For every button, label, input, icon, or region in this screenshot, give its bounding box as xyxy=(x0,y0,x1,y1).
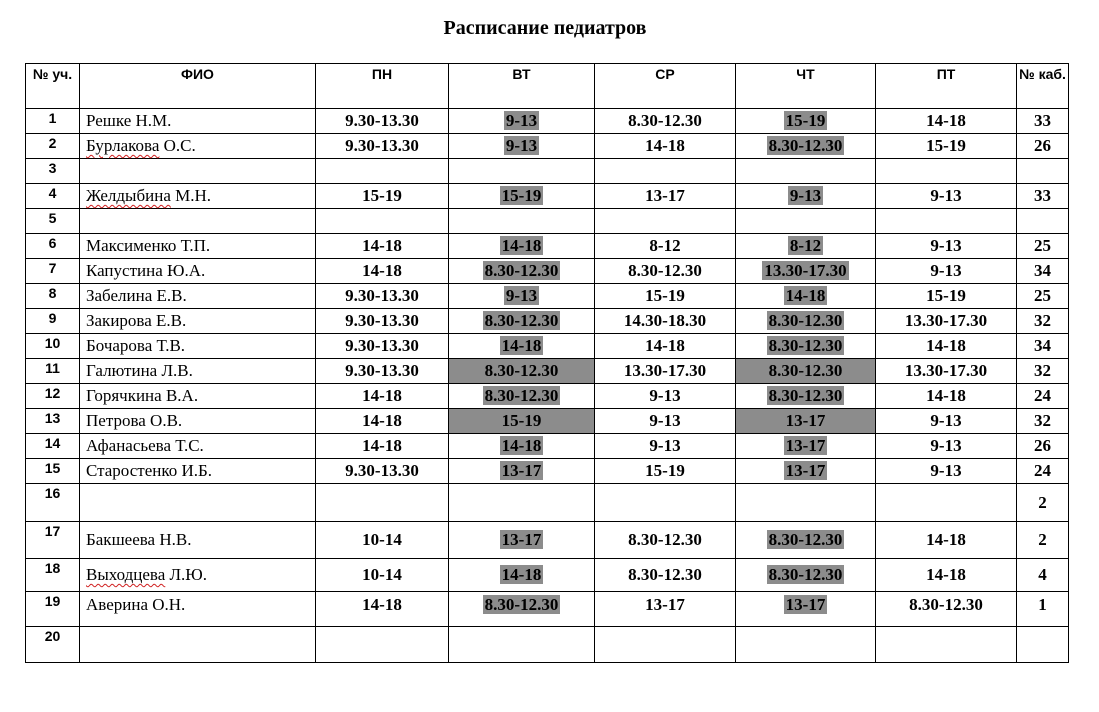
row-num: 2 xyxy=(26,134,80,159)
doctor-name xyxy=(80,484,316,522)
row-num: 1 xyxy=(26,109,80,134)
thu-time: 13-17 xyxy=(736,592,876,627)
mon-time: 14-18 xyxy=(316,434,449,459)
header-mon: ПН xyxy=(316,64,449,109)
fri-time: 9-13 xyxy=(876,459,1017,484)
row-num: 17 xyxy=(26,522,80,559)
room-number: 4 xyxy=(1017,559,1069,592)
tue-time: 9-13 xyxy=(449,284,595,309)
tue-time: 8.30-12.30 xyxy=(449,309,595,334)
thu-time: 8.30-12.30 xyxy=(736,359,876,384)
table-row xyxy=(26,309,1069,334)
wed-time: 8.30-12.30 xyxy=(595,259,736,284)
header-room: № каб. xyxy=(1017,64,1069,109)
thu-time: 13-17 xyxy=(736,459,876,484)
room-number: 25 xyxy=(1017,234,1069,259)
table-row xyxy=(26,134,1069,159)
fri-time: 9-13 xyxy=(876,434,1017,459)
table-row xyxy=(26,184,1069,209)
row-num: 13 xyxy=(26,409,80,434)
mon-time: 14-18 xyxy=(316,592,449,627)
room-number: 2 xyxy=(1017,522,1069,559)
wed-time: 8.30-12.30 xyxy=(595,522,736,559)
tue-time: 8.30-12.30 xyxy=(449,359,595,384)
mon-time: 14-18 xyxy=(316,234,449,259)
doctor-name: Максименко Т.П. xyxy=(80,234,316,259)
thu-time: 13-17 xyxy=(736,409,876,434)
doctor-name: Бурлакова О.С. xyxy=(80,134,316,159)
row-num: 20 xyxy=(26,627,80,663)
thu-time: 8.30-12.30 xyxy=(736,384,876,409)
doctor-name: Капустина Ю.А. xyxy=(80,259,316,284)
row-num: 4 xyxy=(26,184,80,209)
row-num: 6 xyxy=(26,234,80,259)
mon-time: 14-18 xyxy=(316,259,449,284)
fri-time: 14-18 xyxy=(876,334,1017,359)
tue-time: 14-18 xyxy=(449,434,595,459)
mon-time: 14-18 xyxy=(316,384,449,409)
thu-time: 15-19 xyxy=(736,109,876,134)
room-number: 24 xyxy=(1017,459,1069,484)
room-number: 33 xyxy=(1017,109,1069,134)
header-thu: ЧТ xyxy=(736,64,876,109)
doctor-name: Желдыбина М.Н. xyxy=(80,184,316,209)
thu-time: 8.30-12.30 xyxy=(736,309,876,334)
mon-time: 9.30-13.30 xyxy=(316,459,449,484)
table-row xyxy=(26,459,1069,484)
table-row xyxy=(26,359,1069,384)
room-number: 25 xyxy=(1017,284,1069,309)
doctor-name xyxy=(80,159,316,184)
doctor-name: Бочарова Т.В. xyxy=(80,334,316,359)
header-row xyxy=(26,64,1069,109)
wed-time: 13-17 xyxy=(595,592,736,627)
fri-time: 14-18 xyxy=(876,559,1017,592)
mon-time: 9.30-13.30 xyxy=(316,284,449,309)
mon-time: 9.30-13.30 xyxy=(316,309,449,334)
thu-time: 14-18 xyxy=(736,284,876,309)
thu-time: 8.30-12.30 xyxy=(736,559,876,592)
mon-time: 9.30-13.30 xyxy=(316,134,449,159)
row-num: 15 xyxy=(26,459,80,484)
row-num: 10 xyxy=(26,334,80,359)
fri-time: 15-19 xyxy=(876,134,1017,159)
wed-time: 8-12 xyxy=(595,234,736,259)
wed-time: 14-18 xyxy=(595,134,736,159)
row-num: 11 xyxy=(26,359,80,384)
header-num: № уч. xyxy=(26,64,80,109)
schedule-table xyxy=(25,63,1069,663)
doctor-name: Горячкина В.А. xyxy=(80,384,316,409)
fri-time: 13.30-17.30 xyxy=(876,359,1017,384)
doctor-name: Старостенко И.Б. xyxy=(80,459,316,484)
tue-time: 8.30-12.30 xyxy=(449,384,595,409)
fri-time: 13.30-17.30 xyxy=(876,309,1017,334)
fri-time: 9-13 xyxy=(876,409,1017,434)
row-num: 19 xyxy=(26,592,80,627)
wed-time: 15-19 xyxy=(595,459,736,484)
doctor-name: Выходцева Л.Ю. xyxy=(80,559,316,592)
tue-time: 14-18 xyxy=(449,234,595,259)
thu-time: 8.30-12.30 xyxy=(736,522,876,559)
table-row xyxy=(26,522,1069,559)
tue-time: 15-19 xyxy=(449,409,595,434)
fri-time: 9-13 xyxy=(876,234,1017,259)
tue-time: 13-17 xyxy=(449,522,595,559)
doctor-name: Афанасьева Т.С. xyxy=(80,434,316,459)
room-number: 34 xyxy=(1017,259,1069,284)
mon-time: 10-14 xyxy=(316,522,449,559)
room-number: 32 xyxy=(1017,309,1069,334)
room-number: 2 xyxy=(1017,484,1069,522)
fri-time: 14-18 xyxy=(876,384,1017,409)
table-row xyxy=(26,159,1069,184)
wed-time: 13-17 xyxy=(595,184,736,209)
table-row xyxy=(26,334,1069,359)
room-number: 24 xyxy=(1017,384,1069,409)
wed-time: 14-18 xyxy=(595,334,736,359)
thu-time: 9-13 xyxy=(736,184,876,209)
fri-time: 8.30-12.30 xyxy=(876,592,1017,627)
tue-time: 8.30-12.30 xyxy=(449,259,595,284)
wed-time: 13.30-17.30 xyxy=(595,359,736,384)
thu-time: 13.30-17.30 xyxy=(736,259,876,284)
row-num: 7 xyxy=(26,259,80,284)
mon-time: 9.30-13.30 xyxy=(316,334,449,359)
doctor-name xyxy=(80,209,316,234)
thu-time: 8.30-12.30 xyxy=(736,334,876,359)
table-row xyxy=(26,259,1069,284)
row-num: 14 xyxy=(26,434,80,459)
tue-time: 14-18 xyxy=(449,559,595,592)
tue-time: 9-13 xyxy=(449,134,595,159)
thu-time: 13-17 xyxy=(736,434,876,459)
room-number: 26 xyxy=(1017,134,1069,159)
mon-time: 9.30-13.30 xyxy=(316,359,449,384)
mon-time: 15-19 xyxy=(316,184,449,209)
thu-time: 8-12 xyxy=(736,234,876,259)
wed-time: 9-13 xyxy=(595,409,736,434)
wed-time: 9-13 xyxy=(595,384,736,409)
row-num: 18 xyxy=(26,559,80,592)
thu-time: 8.30-12.30 xyxy=(736,134,876,159)
fri-time: 14-18 xyxy=(876,522,1017,559)
table-row xyxy=(26,559,1069,592)
doctor-name: Галютина Л.В. xyxy=(80,359,316,384)
table-row xyxy=(26,409,1069,434)
page-title: Расписание педиатров xyxy=(443,17,647,39)
doctor-name: Бакшеева Н.В. xyxy=(80,522,316,559)
wed-time: 8.30-12.30 xyxy=(595,109,736,134)
row-num: 5 xyxy=(26,209,80,234)
doctor-name: Закирова Е.В. xyxy=(80,309,316,334)
doctor-name: Решке Н.М. xyxy=(80,109,316,134)
row-num: 3 xyxy=(26,159,80,184)
wed-time: 14.30-18.30 xyxy=(595,309,736,334)
table-row xyxy=(26,627,1069,663)
mon-time: 14-18 xyxy=(316,409,449,434)
tue-time: 9-13 xyxy=(449,109,595,134)
doctor-name: Аверина О.Н. xyxy=(80,592,316,627)
table-row xyxy=(26,484,1069,522)
room-number: 26 xyxy=(1017,434,1069,459)
wed-time: 15-19 xyxy=(595,284,736,309)
tue-time: 13-17 xyxy=(449,459,595,484)
room-number: 34 xyxy=(1017,334,1069,359)
table-row xyxy=(26,384,1069,409)
table-row xyxy=(26,592,1069,627)
fri-time: 14-18 xyxy=(876,109,1017,134)
header-fri: ПТ xyxy=(876,64,1017,109)
table-row xyxy=(26,234,1069,259)
header-tue: ВТ xyxy=(449,64,595,109)
tue-time: 14-18 xyxy=(449,334,595,359)
wed-time: 8.30-12.30 xyxy=(595,559,736,592)
mon-time: 9.30-13.30 xyxy=(316,109,449,134)
room-number: 33 xyxy=(1017,184,1069,209)
fri-time: 9-13 xyxy=(876,184,1017,209)
row-num: 8 xyxy=(26,284,80,309)
doctor-name xyxy=(80,627,316,663)
row-num: 9 xyxy=(26,309,80,334)
wed-time: 9-13 xyxy=(595,434,736,459)
header-name: ФИО xyxy=(80,64,316,109)
row-num: 12 xyxy=(26,384,80,409)
fri-time: 15-19 xyxy=(876,284,1017,309)
tue-time: 15-19 xyxy=(449,184,595,209)
fri-time: 9-13 xyxy=(876,259,1017,284)
tue-time: 8.30-12.30 xyxy=(449,592,595,627)
doctor-name: Забелина Е.В. xyxy=(80,284,316,309)
table-row xyxy=(26,109,1069,134)
room-number: 1 xyxy=(1017,592,1069,627)
room-number: 32 xyxy=(1017,359,1069,384)
room-number: 32 xyxy=(1017,409,1069,434)
row-num: 16 xyxy=(26,484,80,522)
table-row xyxy=(26,284,1069,309)
table-row xyxy=(26,434,1069,459)
table-row xyxy=(26,209,1069,234)
mon-time: 10-14 xyxy=(316,559,449,592)
header-wed: СР xyxy=(595,64,736,109)
doctor-name: Петрова О.В. xyxy=(80,409,316,434)
